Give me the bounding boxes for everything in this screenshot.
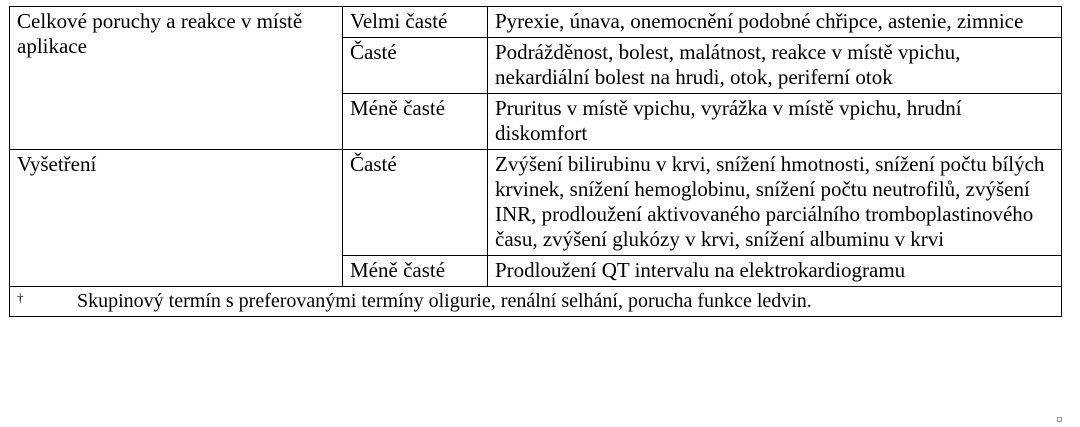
reactions-cell: Pyrexie, únava, onemocnění podobné chřipce, astenie, zimnice (488, 7, 1062, 38)
adverse-reactions-table (9, 6, 1062, 317)
frequency-cell: Časté (343, 38, 488, 94)
system-organ-class-cell: Vyšetření (10, 150, 343, 287)
footnote-symbol: † (17, 290, 24, 305)
reactions-cell: Pruritus v místě vpichu, vyrážka v místě vpichu, hrudní diskomfort (488, 94, 1062, 150)
frequency-cell: Velmi časté (343, 7, 488, 38)
frequency-cell: Méně časté (343, 256, 488, 287)
reactions-cell: Zvýšení bilirubinu v krvi, snížení hmotnosti, snížení počtu bílých krvinek, snížení hemoglobinu, snížení počtu neutrofilů, zvýšení INR, prodloužení aktivovaného parciálního tromboplastinového času, zvýšení glukózy v krvi, snížení albuminu v krvi (488, 150, 1062, 256)
system-organ-class-cell: Celkové poruchy a reakce v místě aplikace (10, 7, 343, 150)
frequency-cell: Méně časté (343, 94, 488, 150)
table-row (10, 150, 1062, 256)
frequency-cell: Časté (343, 150, 488, 256)
corner-marker (1057, 417, 1062, 422)
reactions-cell: Prodloužení QT intervalu na elektrokardiogramu (488, 256, 1062, 287)
reactions-cell: Podrážděnost, bolest, malátnost, reakce v místě vpichu, nekardiální bolest na hrudi, otok, periferní otok (488, 38, 1062, 94)
footnote-row (10, 287, 1062, 317)
footnote-cell (10, 287, 1062, 317)
footnote-text: Skupinový termín s preferovanými termíny oligurie, renální selhání, porucha funkce ledvin. (77, 290, 812, 312)
table-row (10, 7, 1062, 38)
